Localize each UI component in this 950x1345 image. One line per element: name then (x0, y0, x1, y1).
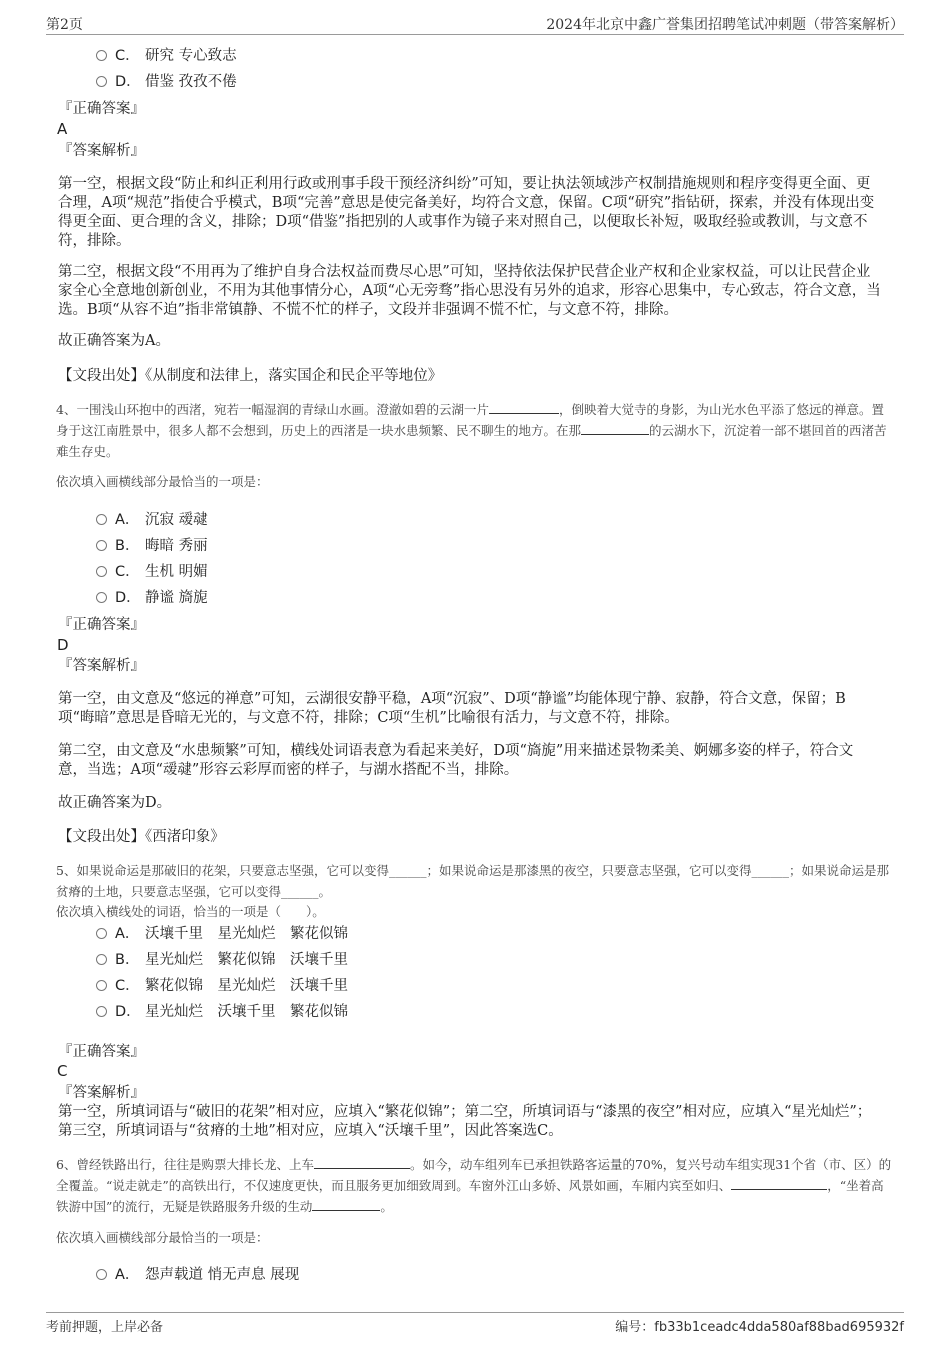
radio-icon[interactable] (96, 980, 107, 991)
document-code: 编号：fb33b1ceadc4dda580af88bad695932f (615, 1320, 904, 1335)
q6-option-a[interactable]: A． 怨声载道 悄无声息 展现 (96, 1265, 299, 1285)
q3-answer-label: 『正确答案』 (58, 101, 145, 117)
q5-option-d[interactable]: D． 星光灿烂 沃壤千里 繁花似锦 (96, 1002, 348, 1022)
radio-icon[interactable] (96, 1006, 107, 1017)
q5-answer: C (57, 1062, 68, 1080)
radio-icon[interactable] (96, 540, 107, 551)
q3-source: 【文段出处】《从制度和法律上，落实国企和民企平等地位》 (58, 368, 443, 384)
q4-option-a[interactable]: A． 沉寂 叆叇 (96, 510, 208, 530)
page-header (46, 12, 904, 35)
q4-prompt: 依次填入画横线部分最恰当的一项是： (56, 474, 269, 489)
q5-option-c[interactable]: C． 繁花似锦 星光灿烂 沃壤千里 (96, 976, 348, 996)
q5-answer-label: 『正确答案』 (58, 1044, 145, 1060)
q4-option-c[interactable]: C． 生机 明媚 (96, 562, 208, 582)
radio-icon[interactable] (96, 566, 107, 577)
page-number: 第2页 (46, 17, 83, 33)
q5-stem: 5、如果说命运是那破旧的花架，只要意志坚强，它可以变得______；如果说命运是那漆黑的夜空，只要意志坚强，它可以变得______；如果说命运是那贫瘠的土地，只要意志坚强，它可以变得______。 (56, 863, 889, 899)
fill-blank (314, 1156, 410, 1169)
q6-stem: 6、曾经铁路出行，往往是购票大排长龙、上车 。如今，动车组列车已承担铁路客运量的70%，复兴号动车组实现31个省（市、区）的全覆盖。“说走就走”的高铁出行，不仅速度更快，而且服务更加细致周到。车窗外江山多娇、风景如画，车厢内宾至如归、 ，“坐着高铁游中国”的流行，无疑是铁路服务升级的生动 。 (56, 1157, 892, 1214)
radio-icon[interactable] (96, 50, 107, 61)
q4-analysis-p2: 第二空，由文意及“水患频繁”可知，横线处词语表意为看起来美好，D项“旖旎”用来描述景物柔美、婀娜多姿的样子，符合文意，当选；A项“叆叇”形容云彩厚而密的样子，与湖水搭配不当，排除。 (58, 743, 854, 778)
q4-conclusion: 故正确答案为D。 (58, 795, 172, 811)
q3-option-d[interactable]: D． 借鉴 孜孜不倦 (96, 72, 237, 92)
q3-analysis-p2: 第二空，根据文段“不用再为了维护自身合法权益而费尽心思”可知，坚持依法保护民营企业产权和企业家权益，可以让民营企业家全心全意地创新创业，不用为其他事情分心，A项“心无旁骛”指心思没有另外的追求，形容心思集中，专心致志，符合文意，当选。B项“从容不迫”指非常镇静、不慌不忙的样子，文段并非强调不慌不忙，与文意不符，排除。 (58, 264, 881, 318)
page-footer (46, 1312, 904, 1335)
q6-prompt: 依次填入画横线部分最恰当的一项是： (56, 1230, 269, 1245)
radio-icon[interactable] (96, 76, 107, 87)
q4-stem: 4、一围浅山环抱中的西渚，宛若一幅湿润的青绿山水画。澄澈如碧的云湖一片 ，倒映着大觉寺的身影，为山光水色平添了悠远的禅意。置身于这江南胜景中，很多人都不会想到，历史上的西渚是一块水患频繁、民不聊生的地方。在那 的云湖水下，沉淀着一部不堪回首的西渚苦难生存史。 (56, 402, 887, 459)
q5-option-b[interactable]: B． 星光灿烂 繁花似锦 沃壤千里 (96, 950, 348, 970)
footer-slogan: 考前押题，上岸必备 (46, 1320, 164, 1335)
q4-source: 【文段出处】《西渚印象》 (58, 829, 225, 845)
q3-analysis-p1: 第一空，根据文段“防止和纠正利用行政或刑事手段干预经济纠纷”可知，要让执法领域涉产权制措施规则和程序变得更全面、更合理，A项“规范”指使合乎模式，B项“完善”意思是使完备美好，均符合文意，保留。C项“研究”指钻研，探索，并没有体现出变得更全面、更合理的含义，排除；D项“借鉴”指把别的人或事作为镜子来对照自己，以便取长补短，吸取经验或教训，与文意不符，排除。 (58, 176, 875, 249)
fill-blank (312, 1198, 380, 1211)
q5-option-a[interactable]: A． 沃壤千里 星光灿烂 繁花似锦 (96, 924, 348, 944)
q4-analysis-label: 『答案解析』 (58, 658, 145, 674)
q3-analysis-label: 『答案解析』 (58, 143, 145, 159)
q5-analysis-p1: 第一空，所填词语与“破旧的花架”相对应，应填入“繁花似锦”；第二空，所填词语与“漆黑的夜空”相对应，应填入“星光灿烂”；第三空，所填词语与“贫瘠的土地”相对应，应填入“沃壤千里”，因此答案选C。 (58, 1104, 872, 1139)
radio-icon[interactable] (96, 514, 107, 525)
q5-analysis-label: 『答案解析』 (58, 1085, 145, 1101)
q3-conclusion: 故正确答案为A。 (58, 333, 170, 349)
q4-answer-label: 『正确答案』 (58, 617, 145, 633)
radio-icon[interactable] (96, 954, 107, 965)
document-title: 2024年北京中鑫广誉集团招聘笔试冲刺题（带答案解析） (546, 17, 904, 33)
radio-icon[interactable] (96, 592, 107, 603)
q4-answer: D (57, 636, 69, 654)
q4-option-d[interactable]: D． 静谧 旖旎 (96, 588, 208, 608)
fill-blank (581, 422, 649, 435)
fill-blank (731, 1177, 827, 1190)
q4-analysis-p1: 第一空，由文意及“悠远的禅意”可知，云湖很安静平稳，A项“沉寂”、D项“静谧”均能体现宁静、寂静，符合文意，保留；B项“晦暗”意思是昏暗无光的，与文意不符，排除；C项“生机”比喻很有活力，与文意不符，排除。 (58, 691, 846, 726)
radio-icon[interactable] (96, 1269, 107, 1280)
radio-icon[interactable] (96, 928, 107, 939)
q3-answer: A (57, 120, 68, 138)
q5-prompt: 依次填入横线处的词语，恰当的一项是（ ）。 (56, 904, 325, 919)
q4-option-b[interactable]: B． 晦暗 秀丽 (96, 536, 208, 556)
fill-blank (489, 401, 559, 414)
q3-option-c[interactable]: C． 研究 专心致志 (96, 46, 237, 66)
